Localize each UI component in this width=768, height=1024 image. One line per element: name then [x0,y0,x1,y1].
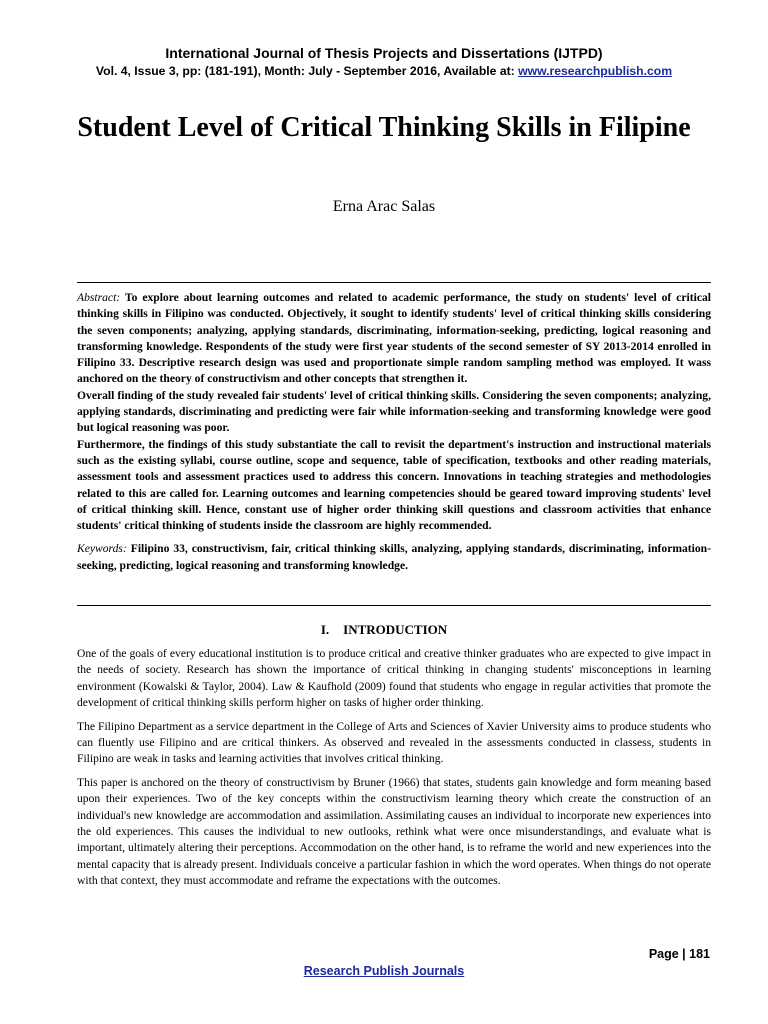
abstract-paragraph-1 [77,290,711,388]
body-paragraph-3: This paper is anchored on the theory of constructivism by Bruner (1966) that states, students gain knowledge and form meaning based upon their experiences. Two of the key concepts within the constructivism learning theory which create the construction of an individual's new knowledge are accommodation and assimilation. Assimilating causes an individual to incorporate new experiences into the old experiences. This causes the individual to new outlooks, rethink what were once misunderstandings, and evaluate what is important, ultimately altering their perceptions. Accommodation on the other hand, is to reframe the world and new experiences into the mental capacity that is already present. Individuals conceive a particular fashion in which the word operates. When things do not operate with that context, they must accommodate and reframe the expectations with the outcomes. [77,775,712,888]
abstract-bottom-rule [77,605,711,606]
abstract-text-1: To explore about learning outcomes and related to academic performance, the study on students' level of critical thinking skills in Filipino was conducted. Objectively, it sought to identify students' level of critical thinking skills considering the seven components; analyzing, applying standards, discriminating, information-seeking, predicting, logical reasoning and transforming knowledge. Respondents of the study were first year students of the second semester of SY 2013-2014 enrolled in Filipino 33. Descriptive research design was used and proportionate simple random sampling method was employed. It wass anchored on the theory of constructivism and other concepts that strengthen it. [77,291,711,386]
journal-name: International Journal of Thesis Projects and Dissertations (IJTPD) [165,45,603,61]
footer [0,964,768,978]
section-title: INTRODUCTION [343,622,448,637]
keywords-label: Keywords: [77,542,127,556]
issue-line [0,62,768,80]
paper-title: Student Level of Critical Thinking Skills in Filipine [77,112,691,143]
body-paragraph-2: The Filipino Department as a service department in the College of Arts and Sciences of Xavier University aims to produce students who can fluently use Filipino and are critical thinkers. As observed and revealed in the assessments conducted in classess, students in Filipino are weak in tasks and learning activities that involves critical thinking. [77,719,711,766]
abstract [77,290,711,574]
abstract-label: Abstract: [77,291,121,304]
abstract-top-rule [77,282,711,283]
abstract-paragraph-3: Furthermore, the findings of this study substantiate the call to revisit the department's instruction and instructional materials such as the existing syllabi, course outline, scope and sequence, table of specification, textbooks and other reading materials, assessment tools and assessment practices used to address this concern. Innovations in teaching strategies and methodologies related to this are called for. Learning outcomes and learning competencies should be geared toward improving students' level of critical thinking skill. Hence, constant use of higher order thinking skill questions and classroom activities that enhance students' critical thinking of students inside the classroom are highly recommended. [77,437,711,533]
abstract-paragraph-2: Overall finding of the study revealed fair students' level of critical thinking skills. Considering the seven components; analyzing, applying standards, discriminating and predicting were fair while information-seeking and transforming knowledge were good but logical reasoning was poor. [77,388,711,435]
issue-text: Vol. 4, Issue 3, pp: (181-191), Month: July - September 2016, Available at: [95,64,515,78]
journal-header [0,44,768,80]
author-name: Erna Arac Salas [332,198,436,215]
body-paragraph-1: One of the goals of every educational institution is to produce critical and creative thinker graduates who are expected to give impact in the needs of society. Research has shown the importance of critical thinking in changing students' misconceptions in learning environment (Kowalski & Taylor, 2004). Law & Kaufhold (2009) found that students who engage in regular activities that promote the development of critical thinking skills perform higher on tasks of higher order thinking. [77,647,711,710]
introduction-body [77,646,711,897]
page-number: Page | 181 [648,947,710,961]
keywords-text: Filipino 33, constructivism, fair, critical thinking skills, analyzing, applying standards, discriminating, information-seeking, predicting, logical reasoning and transforming knowledge. [77,542,711,572]
publisher-link[interactable]: Research Publish Journals [303,964,465,978]
journal-url-link[interactable]: www.researchpublish.com [518,64,673,78]
section-heading-introduction [0,622,768,638]
keywords [77,541,711,574]
section-number: I. [320,622,330,637]
